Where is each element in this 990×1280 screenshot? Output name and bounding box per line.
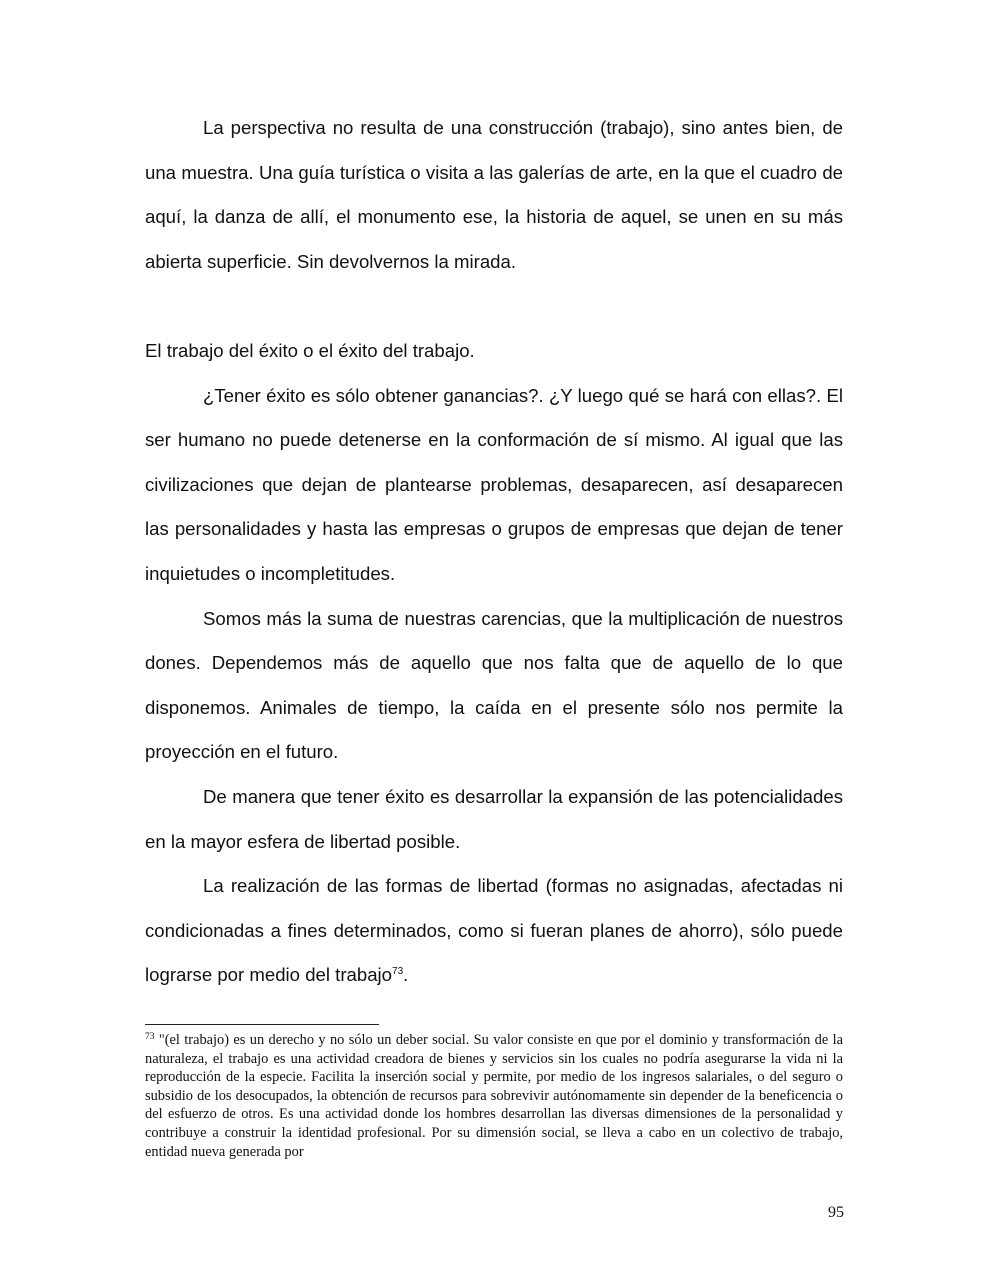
footnote-text: "(el trabajo) es un derecho y no sólo un deber social. Su valor consiste en que por el dominio y transformación de la naturaleza, el trabajo es una actividad creadora de bienes y servicios sin los cuales no podría asegurarse la vida ni la reproducción de la especie. Facilita la inserción social y permite, por medio de los ingresos salariales, o del seguro o subsidio de los desocupados, la obtención de recursos para sobrevivir autónomamente sin depender de la beneficencia o del esfuerzo de otros. Es una actividad donde los hombres desarrollan las diversas dimensiones de la personalidad y contribuye a construir la identidad profesional. Por su dimensión social, se lleva a cabo en un colectivo de trabajo, entidad nueva generada por <box>145 1032 843 1160</box>
paragraph-formas-libertad <box>145 864 843 998</box>
paragraph-end-period: . <box>403 964 409 986</box>
paragraph-formas-libertad-text: La realización de las formas de libertad (formas no asignadas, afectadas ni condicionadas a fines determinados, como si fueran planes de ahorro), sólo puede lograrse por medio del trabajo <box>145 875 843 986</box>
paragraph-perspectiva: La perspectiva no resulta de una construcción (trabajo), sino antes bien, de una muestra. Una guía turística o visita a las galerías de arte, en la que el cuadro de aquí, la danza de allí, el monumento ese, la historia de aquel, se unen en su más abierta superficie. Sin devolvernos la mirada. <box>145 117 843 272</box>
page-number: 95 <box>828 1204 844 1221</box>
footnote-reference: 73 <box>392 966 404 978</box>
footnote-number: 73 <box>145 1032 155 1042</box>
paragraph-tener-exito: ¿Tener éxito es sólo obtener ganancias?. ¿Y luego qué se hará con ellas?. El ser humano no puede detenerse en la conformación de sí mismo. Al igual que las civilizaciones que dejan de plantearse problemas, desaparecen, así desaparecen las personalidades y hasta las empresas o grupos de empresas que dejan de tener inquietudes o incompletitudes. <box>145 384 843 584</box>
footnote-73 <box>145 1031 843 1161</box>
paragraph-potencialidades: De manera que tener éxito es desarrollar la expansión de las potencialidades en la mayor esfera de libertad posible. <box>145 785 843 852</box>
paragraph-carencias: Somos más la suma de nuestras carencias, que la multiplicación de nuestros dones. Dependemos más de aquello que nos falta que de aquello de lo que disponemos. Animales de tiempo, la caída en el presente sólo nos permite la proyección en el futuro. <box>145 607 843 763</box>
section-heading: El trabajo del éxito o el éxito del trabajo. <box>145 339 475 361</box>
footnote-separator <box>145 1024 379 1025</box>
body-text <box>145 106 843 998</box>
